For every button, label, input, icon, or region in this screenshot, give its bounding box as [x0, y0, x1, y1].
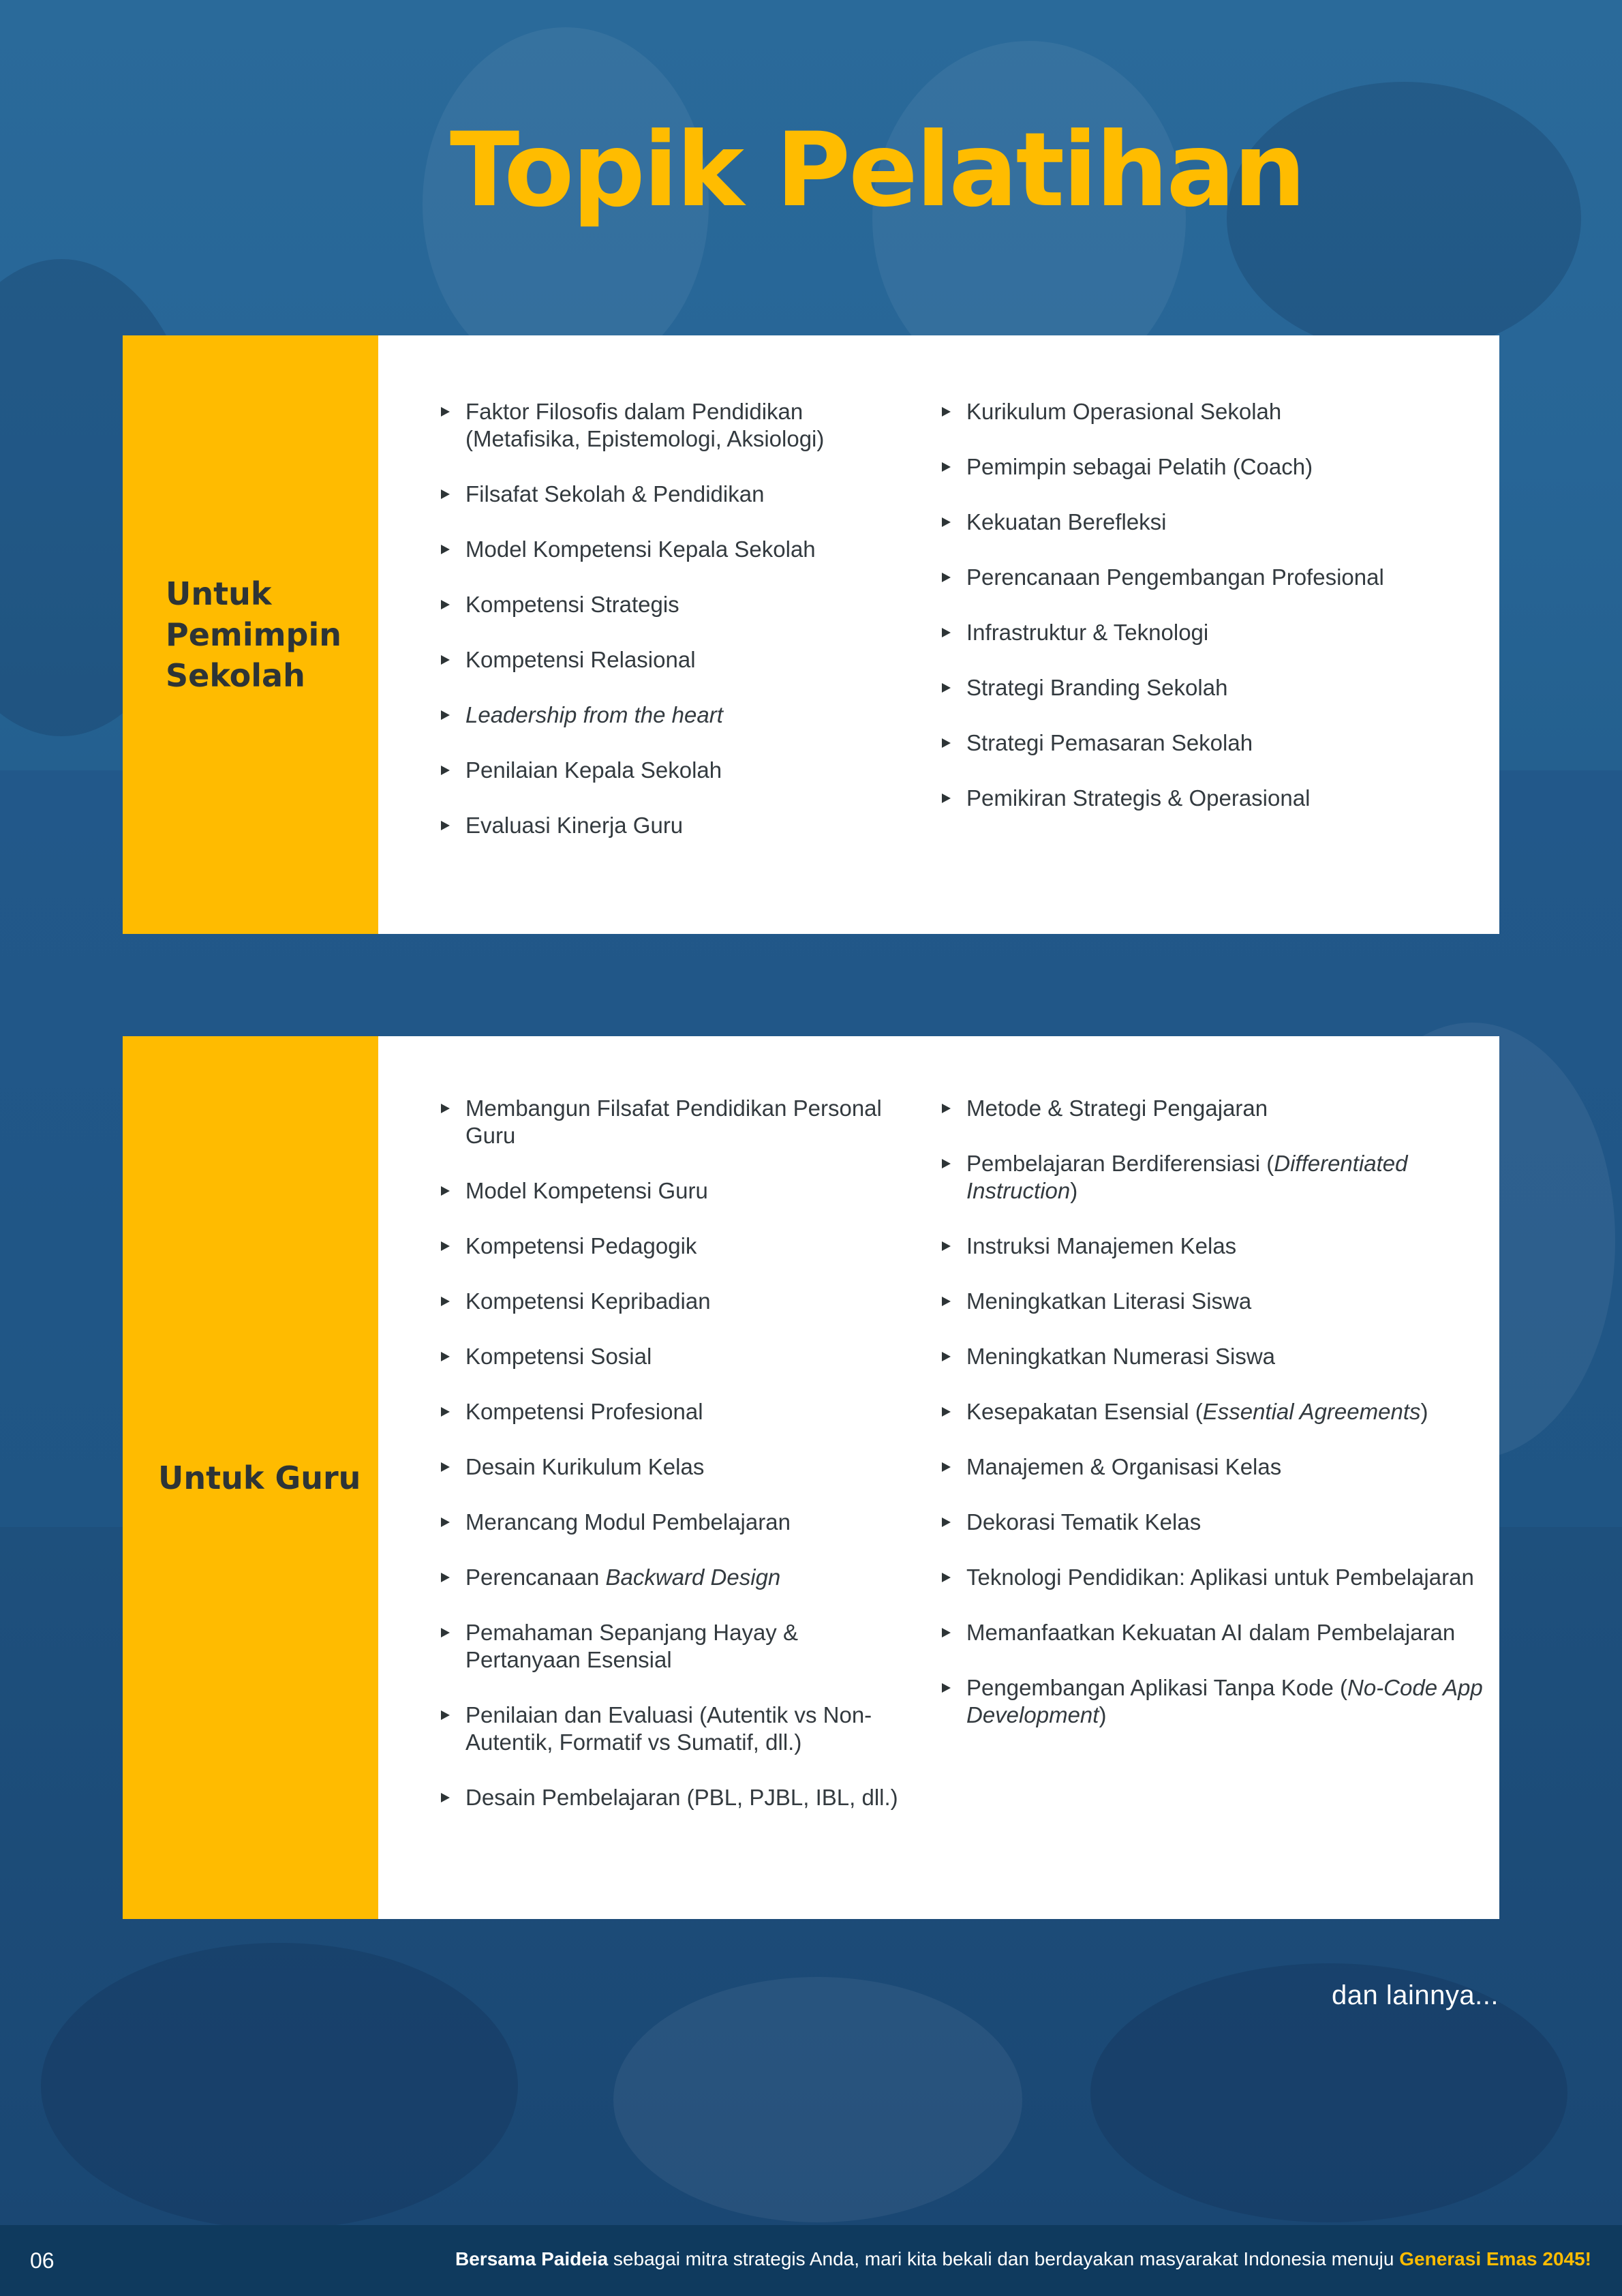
topic-text: Pemahaman Sepanjang Hayay & Pertanyaan Esensial: [465, 1620, 798, 1672]
section-teachers: [123, 1036, 1499, 1919]
topic-text: Instruksi Manajemen Kelas: [966, 1233, 1237, 1258]
topic-text: Kesepakatan Esensial (: [966, 1399, 1203, 1424]
topic-text: Kompetensi Kepribadian: [465, 1288, 711, 1314]
topic-list-right: [940, 398, 1472, 840]
topic-text: Model Kompetensi Guru: [465, 1178, 708, 1203]
page-number: 06: [30, 2248, 55, 2273]
tagline-highlight: Generasi Emas 2045!: [1399, 2248, 1591, 2269]
topic-item: [940, 1453, 1486, 1481]
topic-item: [440, 1509, 917, 1536]
topic-item: [940, 1564, 1486, 1591]
topic-text: Kompetensi Sosial: [465, 1344, 652, 1369]
topic-item: [940, 1674, 1486, 1729]
section-heading: Untuk Pemimpin Sekolah: [166, 575, 341, 694]
footer-tagline: [455, 2248, 1591, 2270]
section-heading-panel: [123, 1036, 378, 1919]
topic-item: [940, 1398, 1486, 1425]
topic-text: Teknologi Pendidikan: Aplikasi untuk Pembelajaran: [966, 1565, 1474, 1590]
topic-text: Infrastruktur & Teknologi: [966, 620, 1209, 645]
more-topics-note: dan lainnya...: [1332, 1980, 1499, 2010]
topic-text: Dekorasi Tematik Kelas: [966, 1509, 1202, 1535]
topic-item: [940, 674, 1472, 701]
topic-item: [940, 729, 1472, 757]
topic-item: [940, 1509, 1486, 1536]
topic-list-left: [440, 398, 917, 867]
tagline-text: sebagai mitra strategis Anda, mari kita bekali dan berdayakan masyarakat Indonesia menuju: [608, 2248, 1400, 2269]
topic-text: Faktor Filosofis dalam Pendidikan (Metafisika, Epistemologi, Aksiologi): [465, 399, 825, 451]
topic-item: [940, 1233, 1486, 1260]
footer: [0, 2225, 1622, 2296]
topic-item: [440, 646, 917, 674]
topic-item: [440, 1288, 917, 1315]
topic-text: Kompetensi Profesional: [465, 1399, 703, 1424]
topic-item: [440, 1702, 917, 1756]
topic-item: [440, 1564, 917, 1591]
section-heading-panel: [123, 335, 378, 934]
topic-text: Desain Pembelajaran (PBL, PJBL, IBL, dll.): [465, 1785, 898, 1810]
topic-text: Filsafat Sekolah & Pendidikan: [465, 481, 765, 507]
topic-text: Strategi Pemasaran Sekolah: [966, 730, 1253, 755]
topic-text: Strategi Branding Sekolah: [966, 675, 1228, 700]
topic-item: [940, 1288, 1486, 1315]
topic-item: [940, 785, 1472, 812]
topic-text: Leadership from the heart: [465, 702, 723, 727]
topic-item: [440, 812, 917, 839]
topic-item: [440, 701, 917, 729]
topic-text: ): [1099, 1702, 1107, 1727]
topic-text: No-Code App Development: [966, 1675, 1483, 1727]
topic-text: Kompetensi Strategis: [465, 592, 679, 617]
topic-text: Kekuatan Berefleksi: [966, 509, 1167, 534]
topic-text: Pemimpin sebagai Pelatih (Coach): [966, 454, 1313, 479]
topic-item: [440, 398, 917, 453]
topic-text: Metode & Strategi Pengajaran: [966, 1096, 1268, 1121]
topic-item: [940, 619, 1472, 646]
topic-item: [440, 1233, 917, 1260]
section-heading: Untuk Guru: [158, 1459, 361, 1496]
topic-text: Membangun Filsafat Pendidikan Personal Guru: [465, 1096, 882, 1148]
brand-name: Bersama Paideia: [455, 2248, 609, 2269]
topic-text: Meningkatkan Literasi Siswa: [966, 1288, 1252, 1314]
topic-text: Evaluasi Kinerja Guru: [465, 813, 684, 838]
topic-item: [440, 1095, 917, 1149]
topic-item: [440, 536, 917, 563]
topic-list-left: [440, 1095, 917, 1839]
topic-text: Perencanaan: [465, 1565, 606, 1590]
topic-text: Kompetensi Pedagogik: [465, 1233, 697, 1258]
topic-item: [440, 1398, 917, 1425]
topic-list-right: [940, 1095, 1486, 1757]
topic-text: Penilaian Kepala Sekolah: [465, 757, 722, 783]
topic-text: Kompetensi Relasional: [465, 647, 696, 672]
topic-item: [940, 1095, 1486, 1122]
topic-item: [940, 398, 1472, 425]
topic-item: [440, 1177, 917, 1205]
topic-text: Essential Agreements: [1202, 1399, 1421, 1424]
topic-item: [440, 1619, 917, 1674]
topic-item: [940, 1150, 1486, 1205]
topic-item: [940, 509, 1472, 536]
topic-text: Model Kompetensi Kepala Sekolah: [465, 537, 816, 562]
topic-item: [440, 1784, 917, 1811]
topic-text: Memanfaatkan Kekuatan AI dalam Pembelajaran: [966, 1620, 1456, 1645]
section-school-leaders: [123, 335, 1499, 934]
topic-text: Perencanaan Pengembangan Profesional: [966, 564, 1384, 590]
topic-text: Pembelajaran Berdiferensiasi (: [966, 1151, 1274, 1176]
topic-text: ): [1420, 1399, 1428, 1424]
page-title: Topik Pelatihan: [450, 111, 1304, 230]
topic-item: [440, 1343, 917, 1370]
topic-text: Pengembangan Aplikasi Tanpa Kode (: [966, 1675, 1347, 1700]
topic-item: [940, 564, 1472, 591]
topic-item: [440, 481, 917, 508]
topic-text: Merancang Modul Pembelajaran: [465, 1509, 791, 1535]
topic-item: [940, 1619, 1486, 1646]
topic-text: ): [1070, 1178, 1078, 1203]
topic-item: [940, 453, 1472, 481]
topic-text: Pemikiran Strategis & Operasional: [966, 785, 1311, 811]
topic-item: [440, 757, 917, 784]
topic-item: [440, 591, 917, 618]
topic-text: Manajemen & Organisasi Kelas: [966, 1454, 1282, 1479]
topic-text: Backward Design: [605, 1565, 781, 1590]
topic-text: Differentiated Instruction: [966, 1151, 1408, 1203]
topic-item: [440, 1453, 917, 1481]
topic-text: Desain Kurikulum Kelas: [465, 1454, 705, 1479]
topic-text: Meningkatkan Numerasi Siswa: [966, 1344, 1276, 1369]
topic-text: Kurikulum Operasional Sekolah: [966, 399, 1282, 424]
topic-item: [940, 1343, 1486, 1370]
topic-text: Penilaian dan Evaluasi (Autentik vs Non-Autentik, Formatif vs Sumatif, dll.): [465, 1702, 872, 1755]
